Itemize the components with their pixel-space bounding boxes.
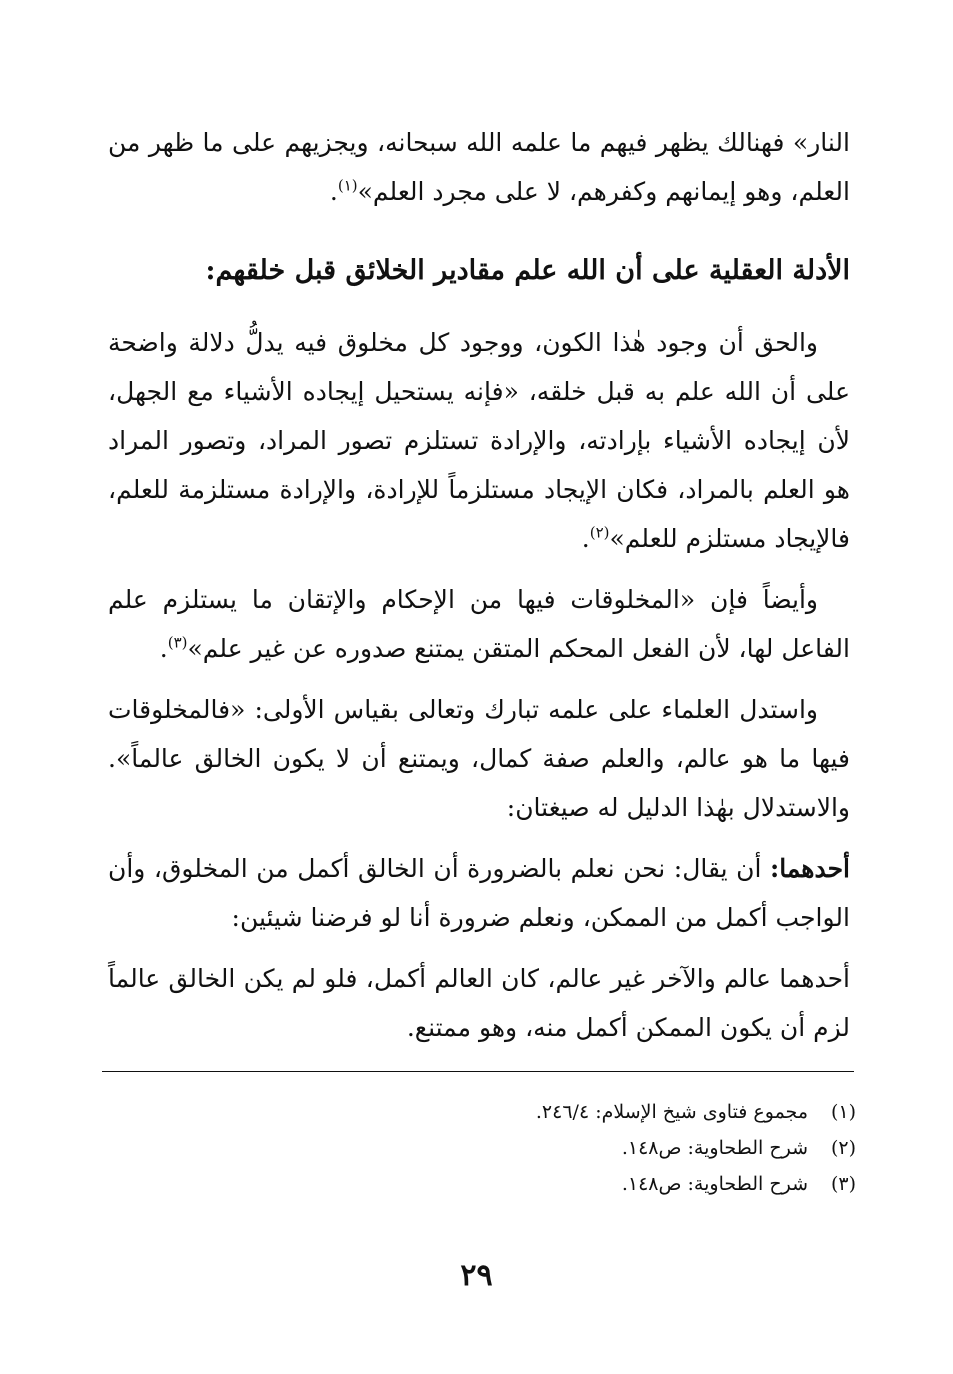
paragraph-3-end: .: [159, 634, 168, 663]
paragraph-2-text: والحق أن وجود هٰذا الكون، ووجود كل مخلوق فيه يدلُّ دلالة واضحة على أن الله علم به قبل خلقه، «فإنه يستحيل إيجاده الأشياء مع الجهل، لأن إيجاده الأشياء بإرادته، والإرادة تستلزم تصور المراد، وتصور المراد هو العلم بالمراد، فكان الإيجاد مستلزماً للإرادة، والإرادة مستلزمة للعلم، فالإيجاد مستلزم للعلم»: [108, 328, 850, 553]
paragraph-5: [108, 844, 850, 942]
footnote-text: مجموع فتاوى شيخ الإسلام: ٢٤٦/٤.: [535, 1101, 808, 1123]
paragraph-3: [108, 575, 850, 673]
paragraph-2-end: .: [581, 524, 590, 553]
paragraph-5-text: أن يقال: نحن نعلم بالضرورة أن الخالق أكمل من المخلوق، وأن الواجب أكمل من الممكن، ونعلم ضرورة أنا لو فرضنا شيئين:: [108, 854, 850, 932]
footnote-item: [108, 1166, 856, 1202]
paragraph-5-lead: أحدهما:: [769, 854, 850, 883]
page-number: ٢٩: [460, 1258, 493, 1293]
footnote-item: [108, 1094, 856, 1130]
paragraph-1-text: النار» فهنالك يظهر فيهم ما علمه الله سبحانه، ويجزيهم على ما ظهر من العلم، وهو إيمانهم وكفرهم، لا على مجرد العلم»: [108, 128, 850, 206]
footnote-divider: [102, 1071, 854, 1072]
footnote-number: (٣): [830, 1173, 856, 1195]
paragraph-3-text: وأيضاً فإن «المخلوقات فيها من الإحكام والإتقان ما يستلزم علم الفاعل لها، لأن الفعل المحكم المتقن يمتنع صدوره عن غير علم»: [108, 585, 850, 663]
footnote-ref-1[interactable]: (١): [337, 176, 358, 195]
footnote-text: شرح الطحاوية: ص١٤٨.: [621, 1137, 808, 1159]
footnote-item: [108, 1130, 856, 1166]
main-text: [108, 118, 850, 1064]
paragraph-1-end: .: [329, 177, 338, 206]
paragraph-2: [108, 318, 850, 563]
footnote-ref-3[interactable]: (٣): [167, 633, 188, 652]
footnote-text: شرح الطحاوية: ص١٤٨.: [621, 1173, 808, 1195]
section-heading: الأدلة العقلية على أن الله علم مقادير الخلائق قبل خلقهم:: [205, 255, 850, 286]
footnote-number: (١): [830, 1101, 856, 1123]
paragraph-1: [108, 118, 850, 216]
footnotes: [108, 1094, 856, 1202]
paragraph-6: أحدهما عالم والآخر غير عالم، كان العالم أكمل، فلو لم يكن الخالق عالماً لزم أن يكون الممكن أكمل منه، وهو ممتنع.: [108, 964, 850, 1042]
paragraph-4: واستدل العلماء على علمه تبارك وتعالى بقياس الأولى: «فالمخلوقات فيها ما هو عالم، والعلم صفة كمال، ويمتنع أن لا يكون الخالق عالماً». والاستدلال بهٰذا الدليل له صيغتان:: [108, 695, 850, 822]
footnote-number: (٢): [830, 1137, 856, 1159]
footnote-ref-2[interactable]: (٢): [589, 523, 610, 542]
